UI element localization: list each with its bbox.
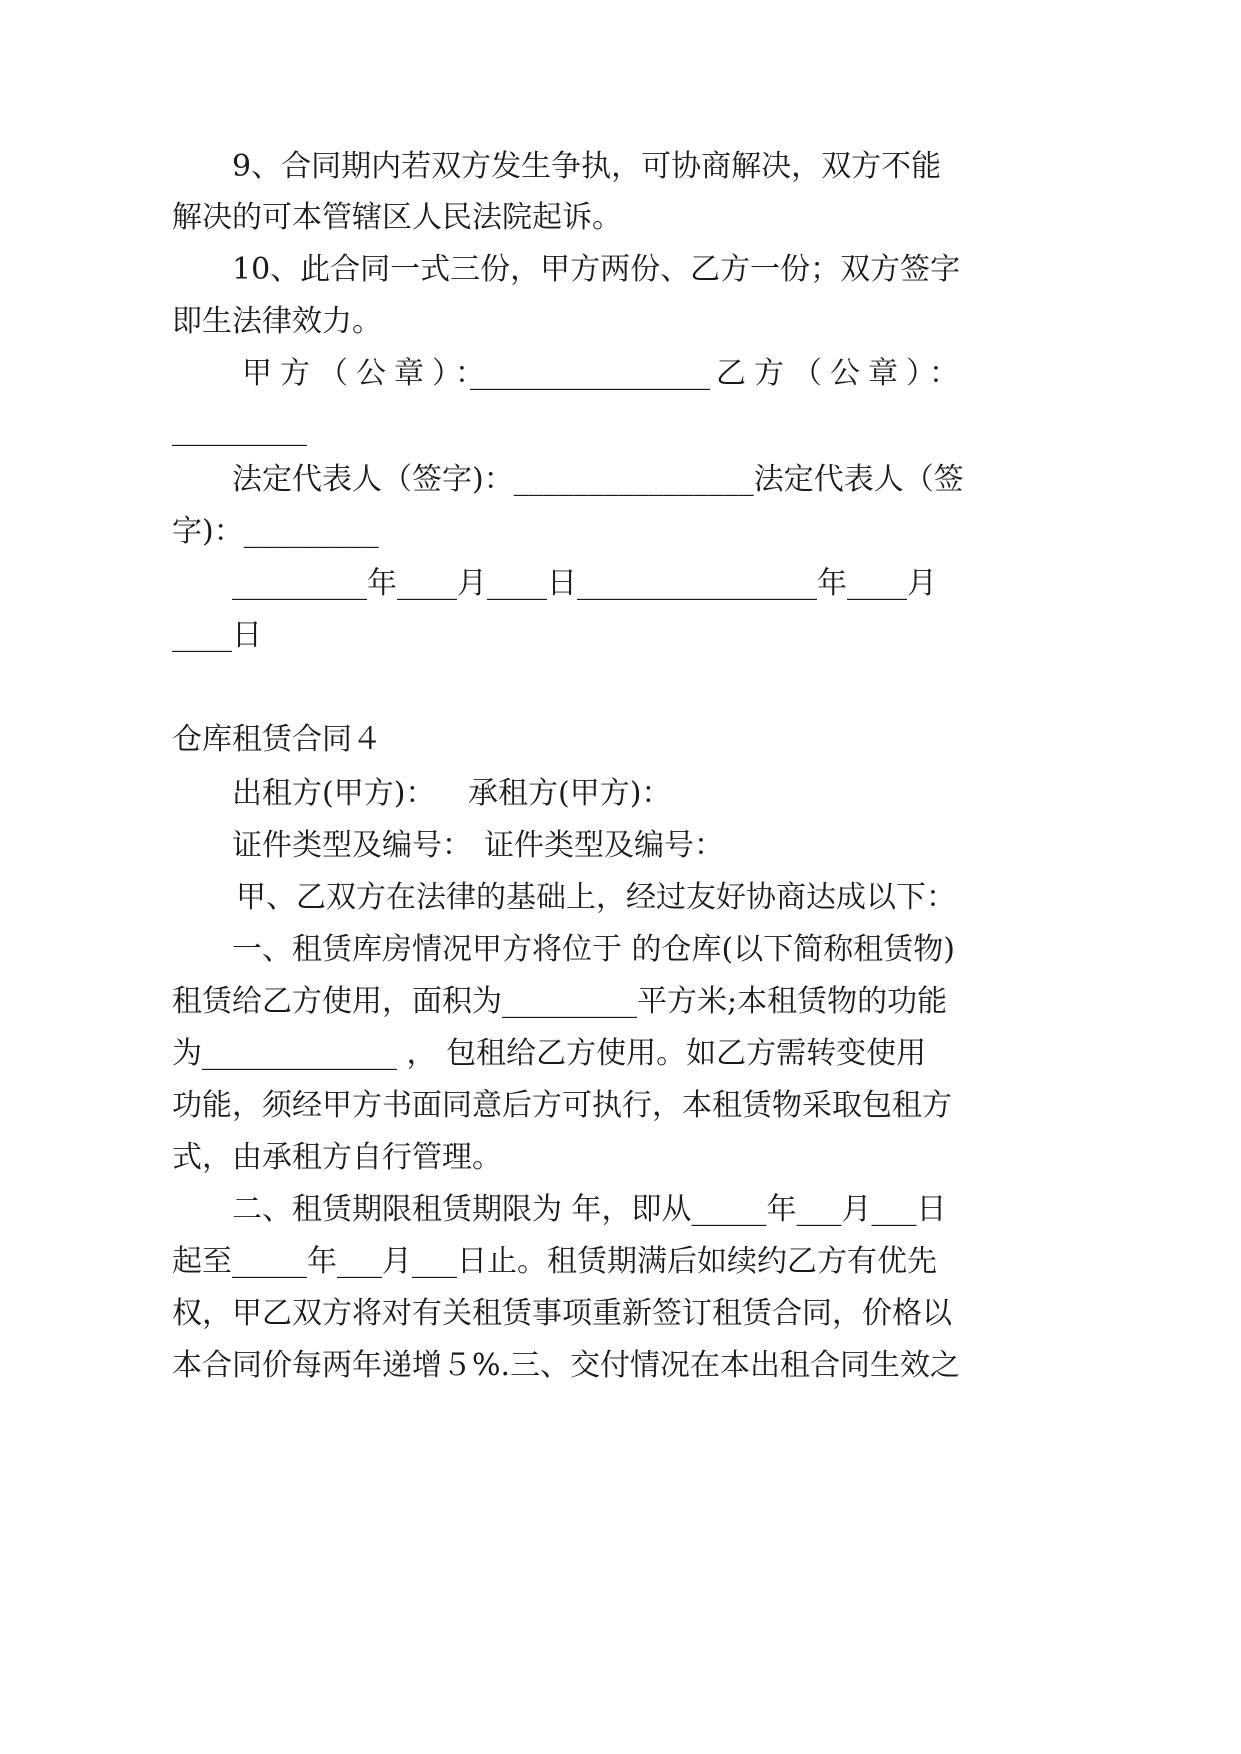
lessor-label: 出租方(甲方)： <box>232 776 436 811</box>
party-a-seal-label: 甲方（公章）： <box>242 356 493 391</box>
representative-line-2: 字)：_________ <box>172 514 379 549</box>
date-line-1: _________年____月____日________________年____月 <box>232 566 937 601</box>
clause-2-line-3: 权，甲乙双方将对有关租赁事项重新签订租赁合同，价格以 <box>172 1296 952 1331</box>
section-title: 仓库租赁合同４ <box>172 722 382 757</box>
lessee-label: 承租方(甲方)： <box>468 776 672 811</box>
clause-9-line-1: 9、合同期内若双方发生争执，可协商解决，双方不能 <box>232 149 942 184</box>
party-b-seal-label: 乙方（公章）： <box>716 356 967 391</box>
seal-line <box>0 344 1241 404</box>
party-b-seal-blank: _________ <box>172 412 307 447</box>
intro-line: 甲、乙双方在法律的基础上，经过友好协商达成以下： <box>236 880 956 915</box>
parties-line <box>0 764 1241 824</box>
lessee-id-label: 证件类型及编号： <box>484 828 724 863</box>
clause-1-line-2: 租赁给乙方使用，面积为_________平方米;本租赁物的功能 <box>172 984 948 1019</box>
clause-2-line-2: 起至_____年___月___日止。租赁期满后如续约乙方有优先 <box>172 1244 937 1279</box>
clause-1-line-1: 一、租赁库房情况甲方将位于 的仓库(以下简称租赁物) <box>232 932 955 967</box>
representative-line-1: 法定代表人（签字)：________________法定代表人（签 <box>232 462 964 497</box>
clause-10-line-1: 10、此合同一式三份，甲方两份、乙方一份；双方签字 <box>232 252 961 287</box>
date-line-2: ____日 <box>172 618 262 653</box>
clause-2-line-4: 本合同价每两年递增５%.三、交付情况在本出租合同生效之 <box>172 1348 961 1383</box>
clause-9-line-2: 解决的可本管辖区人民法院起诉。 <box>172 200 622 235</box>
id-line <box>0 816 1241 876</box>
clause-2-line-1: 二、租赁期限租赁期限为 年，即从_____年___月___日 <box>232 1192 947 1227</box>
clause-1-line-4: 功能，须经甲方书面同意后方可执行，本租赁物采取包租方 <box>172 1088 952 1123</box>
clause-1-line-3: 为_____________ ， 包租给乙方使用。如乙方需转变使用 <box>172 1036 927 1071</box>
party-a-seal-blank: ________________ <box>470 356 710 391</box>
clause-10-line-2: 即生法律效力。 <box>172 304 382 339</box>
lessor-id-label: 证件类型及编号： <box>232 828 472 863</box>
clause-1-line-5: 式，由承租方自行管理。 <box>172 1140 502 1175</box>
